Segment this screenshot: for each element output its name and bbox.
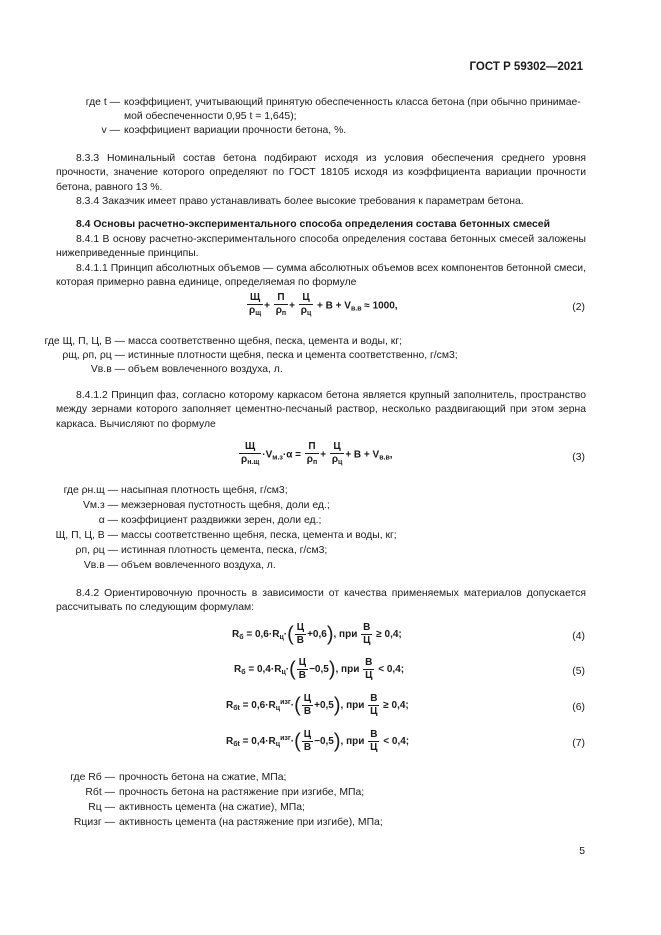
page-header-doc-id: ГОСТ Р 59302—2021 (469, 61, 583, 73)
def-eq7-3-text: активность цемента (на сжатие), МПа; (119, 802, 305, 813)
paragraph-8-3-4: 8.3.4 Заказчик имеет право устанавливать более высокие требования к параметрам бетона. (76, 196, 524, 207)
def-eq3-2-text: межзерновая пустотность щебня, доли ед.; (121, 500, 330, 511)
def-eq2-1-text: масса соответственно щебня, песка, цемента и воды, кг; (128, 336, 403, 347)
def-eq7-4-text: активность цемента (на растяжение при изгибе), МПа; (119, 817, 383, 828)
equation-3: $\frac{Щ}{\rho_{н.щ}}$ $\cdot V_{м.з}\cdot\alpha$ = $\frac{П}{\rho_п}$ + $\frac{Ц}{\rho_ц}$ + $В + V_{в.в}$, (241, 441, 393, 466)
def-eq2-3-text: объем вовлеченного воздуха, л. (128, 364, 283, 375)
equation-6: $R_{бt} = 0,6\cdot R_ц^{изг}\cdot$( $\frac{Ц}{В}$ +0,5), при $\frac{В}{Ц}$ ≥ 0,4; (226, 693, 409, 717)
equation-number-5: (5) (572, 666, 585, 677)
def-eq3-5-text: истинная плотность цемента, песка, г/см3; (121, 545, 328, 556)
def-eq2-2-text: истинные плотности щебня, песка и цемента соответственно, г/см3; (128, 350, 458, 361)
equation-number-6: (6) (572, 702, 585, 713)
def-term: где t — (85, 97, 120, 108)
def-eq3-3-text: коэффициент раздвижки зерен, доли ед.; (121, 515, 322, 526)
equation-number-3: (3) (572, 452, 585, 463)
equation-2: $\frac{Щ}{\rho_щ}$ + $\frac{П}{\rho_п}$ + $\frac{Ц}{\rho_ц}$ + $В + V_{в.в} \approx 1000$, (249, 292, 398, 317)
def-text: коэффициент, учитывающий принятую обеспеченность класса бетона (при обычно принимае- (124, 97, 581, 108)
equation-7: $R_{бt} = 0,4\cdot R_ц^{изг}\cdot$( $\frac{Ц}{В}$ −0,5), при $\frac{В}{Ц}$ < 0,4; (226, 729, 410, 753)
paragraph-8-4-1-1: 8.4.1.1 Принцип абсолютных объемов — сумма абсолютных объемов всех компонентов бетонной смеси, которая примерно равна единице, определяемая по формуле (56, 263, 586, 289)
def-t-text2: мой обеспеченности 0,95 t = 1,645); (124, 111, 297, 122)
def-eq3-4-text: массы соответственно щебня, песка, цемента и воды, кг; (121, 530, 397, 541)
paragraph-8-4-1-2: 8.4.1.2 Принцип фаз, согласно которому каркасом бетона является крупный заполнитель, пространство между зернами которого заполняет цементно-песчаный раствор, несколько раздвигающий при этом зерна каркаса. Вычисляют по формуле (56, 390, 586, 430)
equation-number-7: (7) (572, 738, 585, 749)
equation-number-2: (2) (572, 302, 585, 313)
page-number: 5 (579, 846, 585, 857)
section-heading-8-4: 8.4 Основы расчетно-экспериментального способа определения состава бетонных смесей (76, 219, 550, 230)
equation-5: $R_б = 0,4\cdot R_ц\cdot$( $\frac{Ц}{В}$ −0,5), при $\frac{В}{Ц}$ < 0,4; (234, 657, 405, 681)
def-eq7-1-text: прочность бетона на сжатие, МПа; (119, 772, 287, 783)
def-eq3-6-text: объем вовлеченного воздуха, л. (121, 560, 276, 571)
paragraph-8-3-3: 8.3.3 Номинальный состав бетона подбирают исходя из условия обеспечения среднего уровня прочности, значение которого определяют по ГОСТ 18105 исходя из коэффициента вариации прочности бетона, равного 13 %. (56, 153, 586, 193)
def-t-text (124, 96, 586, 110)
def-eq7-2-text: прочность бетона на растяжение при изгибе, МПа; (119, 787, 365, 798)
def-term: v — (101, 125, 120, 136)
paragraph-8-4-1: 8.4.1 В основу расчетно-экспериментального способа определения состава бетонных смесей заложены нижеприведенные принципы. (56, 234, 586, 260)
def-eq3-1-text: насыпная плотность щебня, г/см3; (121, 485, 288, 496)
equation-number-4: (4) (572, 631, 585, 642)
equation-4: $R_б = 0,6\cdot R_ц\cdot$( $\frac{Ц}{В}$ +0,6), при $\frac{В}{Ц}$ ≥ 0,4; (232, 622, 402, 646)
def-v-text: коэффициент вариации прочности бетона, %. (124, 125, 347, 136)
paragraph-8-4-2: 8.4.2 Ориентировочную прочность в зависимости от качества применяемых материалов допускается рассчитывать по следующим формулам: (56, 588, 586, 614)
